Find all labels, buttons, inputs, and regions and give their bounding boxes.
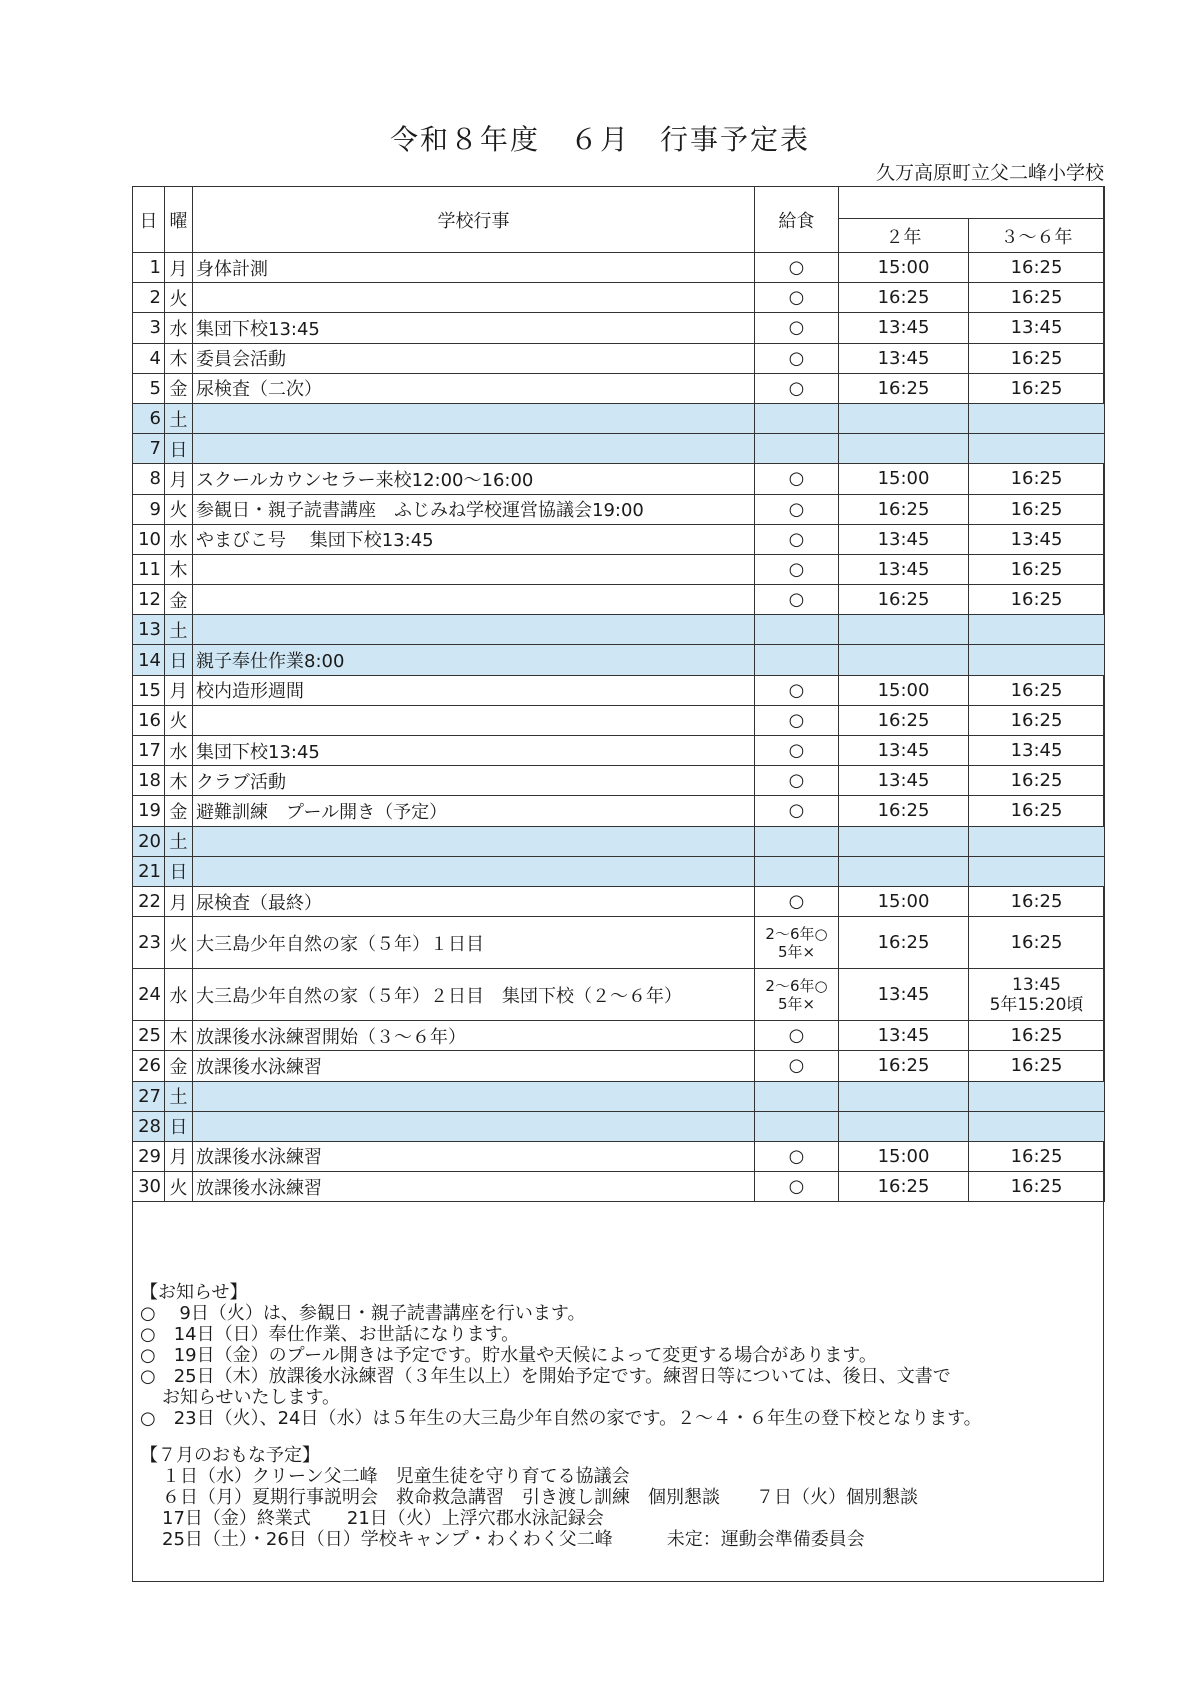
lunch-cell: ○ [755,766,839,796]
day-cell: 5 [133,373,165,403]
event-cell [193,554,755,584]
table-row [133,969,1105,1021]
grade36-time-cell: 13:45 [969,736,1105,766]
table-row [133,403,1105,433]
weekday-cell: 水 [165,969,193,1021]
event-cell: 尿検査（二次） [193,373,755,403]
grade36-time-cell: 16:25 [969,464,1105,494]
event-cell [193,615,755,645]
grade36-time-cell [969,434,1105,464]
table-row [133,253,1105,283]
day-cell: 17 [133,736,165,766]
lunch-cell: ○ [755,1141,839,1171]
day-cell: 9 [133,494,165,524]
table-row [133,645,1105,675]
day-cell: 3 [133,313,165,343]
event-cell: 大三島少年自然の家（５年）１日目 [193,917,755,969]
day-cell: 30 [133,1172,165,1202]
weekday-cell: 火 [165,494,193,524]
weekday-cell: 金 [165,1051,193,1081]
grade36-time-cell: 16:25 [969,886,1105,916]
grade36-time-cell [969,826,1105,856]
table-row [133,585,1105,615]
lunch-line: 5年× [777,942,816,961]
grade2-time-cell: 15:00 [839,675,969,705]
day-cell: 13 [133,615,165,645]
grade2-time-cell [839,434,969,464]
day-cell: 21 [133,856,165,886]
grade2-time-cell: 15:00 [839,464,969,494]
day-cell: 15 [133,675,165,705]
schedule-table [132,186,1105,1202]
table-row [133,1051,1105,1081]
lunch-cell [755,403,839,433]
table-row [133,1081,1105,1111]
lunch-cell: ○ [755,585,839,615]
july-item: １日（水）クリーン父二峰 児童生徒を守り育てる協議会 [162,1466,630,1487]
grade36-time-cell: 16:25 [969,554,1105,584]
lunch-cell [755,917,839,969]
grade2-time-cell: 13:45 [839,524,969,554]
weekday-cell: 火 [165,1172,193,1202]
lunch-cell: ○ [755,373,839,403]
grade2-time-cell: 13:45 [839,969,969,1021]
day-cell: 6 [133,403,165,433]
day-cell: 4 [133,343,165,373]
weekday-cell: 月 [165,675,193,705]
weekday-cell: 木 [165,343,193,373]
table-row [133,343,1105,373]
weekday-cell: 月 [165,253,193,283]
event-cell [193,283,755,313]
table-row [133,373,1105,403]
grade2-time-cell [839,826,969,856]
grade2-time-cell [839,403,969,433]
grade36-time-cell: 16:25 [969,373,1105,403]
lunch-cell: ○ [755,283,839,313]
event-cell: 集団下校13:45 [193,313,755,343]
event-cell [193,403,755,433]
grade36-time-cell: 16:25 [969,705,1105,735]
weekday-cell: 日 [165,645,193,675]
grade2-time-cell: 13:45 [839,313,969,343]
weekday-cell: 月 [165,1141,193,1171]
table-row [133,917,1105,969]
table-row [133,675,1105,705]
lunch-cell: ○ [755,886,839,916]
grade2-time-cell: 13:45 [839,766,969,796]
grade36-time-cell [969,969,1105,1021]
notice-item: ○ 14日（日）奉仕作業、お世話になります。 [140,1324,520,1345]
table-row [133,1141,1105,1171]
lunch-cell: ○ [755,1051,839,1081]
day-cell: 23 [133,917,165,969]
header-events: 学校行事 [193,187,755,253]
grade36-time-cell: 16:25 [969,796,1105,826]
day-cell: 24 [133,969,165,1021]
grade2-time-cell: 16:25 [839,705,969,735]
day-cell: 27 [133,1081,165,1111]
weekday-cell: 水 [165,736,193,766]
time-line: 5年15:20頃 [989,994,1084,1015]
lunch-cell [755,1111,839,1141]
weekday-cell: 日 [165,1111,193,1141]
weekday-cell: 土 [165,826,193,856]
event-cell [193,1111,755,1141]
header-grade36: ３～６年 [969,219,1105,253]
notes-section [140,1282,982,1550]
weekday-cell: 金 [165,585,193,615]
grade36-time-cell [969,615,1105,645]
weekday-cell: 土 [165,403,193,433]
weekday-cell: 日 [165,434,193,464]
weekday-cell: 土 [165,615,193,645]
school-name: 久万高原町立父二峰小学校 [875,162,1104,184]
weekday-cell: 金 [165,796,193,826]
day-cell: 22 [133,886,165,916]
lunch-cell: ○ [755,736,839,766]
weekday-cell: 水 [165,313,193,343]
lunch-line: 2～6年○ [765,924,828,943]
grade2-time-cell [839,645,969,675]
july-item: ６日（月）夏期行事説明会 救命救急講習 引き渡し訓練 個別懇談 ７日（火）個別懇談 [162,1487,918,1508]
grade2-time-cell: 16:25 [839,1051,969,1081]
lunch-cell: ○ [755,1172,839,1202]
day-cell: 28 [133,1111,165,1141]
notice-item: お知らせいたします。 [162,1387,341,1408]
grade36-time-cell: 16:25 [969,585,1105,615]
weekday-cell: 金 [165,373,193,403]
event-cell: 校内造形週間 [193,675,755,705]
weekday-cell: 月 [165,886,193,916]
weekday-cell: 水 [165,524,193,554]
event-cell [193,826,755,856]
event-cell: やまびこ号 集団下校13:45 [193,524,755,554]
day-cell: 1 [133,253,165,283]
grade36-time-cell: 13:45 [969,524,1105,554]
table-row [133,615,1105,645]
header-weekday: 曜 [165,187,193,253]
grade36-time-cell: 16:25 [969,766,1105,796]
july-item: 17日（金）終業式 21日（火）上浮穴郡水泳記録会 [162,1508,604,1529]
july-heading: 【７月のおもな予定】 [140,1445,320,1466]
day-cell: 18 [133,766,165,796]
day-cell: 2 [133,283,165,313]
time-line: 13:45 [1012,974,1061,995]
event-cell: 参観日・親子読書講座 ふじみね学校運営協議会19:00 [193,494,755,524]
weekday-cell: 月 [165,464,193,494]
grade2-time-cell: 13:45 [839,1021,969,1051]
table-row [133,1111,1105,1141]
grade2-time-cell: 13:45 [839,554,969,584]
grade36-time-cell [969,1111,1105,1141]
day-cell: 20 [133,826,165,856]
grade2-time-cell [839,1081,969,1111]
lunch-cell [755,434,839,464]
lunch-cell: ○ [755,464,839,494]
header-grade2: ２年 [839,219,969,253]
grade2-time-cell: 16:25 [839,494,969,524]
grade2-time-cell: 16:25 [839,585,969,615]
table-row [133,524,1105,554]
day-cell: 19 [133,796,165,826]
table-row [133,283,1105,313]
event-cell: 大三島少年自然の家（５年）２日目 集団下校（２～６年） [193,969,755,1021]
grade36-time-cell: 16:25 [969,917,1105,969]
table-row [133,313,1105,343]
day-cell: 8 [133,464,165,494]
grade36-time-cell [969,1081,1105,1111]
weekday-cell: 木 [165,766,193,796]
page-title: 令和８年度 ６月 行事予定表 [389,123,810,156]
grade2-time-cell [839,856,969,886]
grade2-time-cell: 16:25 [839,283,969,313]
table-row [133,464,1105,494]
lunch-cell [755,826,839,856]
grade2-time-cell [839,1111,969,1141]
grade36-time-cell: 16:25 [969,675,1105,705]
event-cell: 身体計測 [193,253,755,283]
weekday-cell: 木 [165,554,193,584]
grade2-time-cell: 16:25 [839,1172,969,1202]
notice-item: ○ 23日（火）、24日（水）は５年生の大三島少年自然の家です。２～４・６年生の登下校となります。 [140,1408,982,1429]
lunch-cell: ○ [755,796,839,826]
event-cell: クラブ活動 [193,766,755,796]
event-cell: 放課後水泳練習 [193,1172,755,1202]
event-cell: 尿検査（最終） [193,886,755,916]
grade2-time-cell: 15:00 [839,1141,969,1171]
grade36-time-cell: 13:45 [969,313,1105,343]
notice-item: ○ 19日（金）のプール開きは予定です。貯水量や天候によって変更する場合があります。 [140,1345,877,1366]
weekday-cell: 木 [165,1021,193,1051]
lunch-cell: ○ [755,1021,839,1051]
weekday-cell: 火 [165,917,193,969]
notice-item: ○ 25日（木）放課後水泳練習（３年生以上）を開始予定です。練習日等については、後日、文書で [140,1366,951,1387]
grade36-time-cell: 16:25 [969,1172,1105,1202]
header-lunch: 給食 [755,187,839,253]
weekday-cell: 土 [165,1081,193,1111]
event-cell [193,585,755,615]
event-cell: 放課後水泳練習開始（３～６年） [193,1021,755,1051]
lunch-cell: ○ [755,524,839,554]
event-cell: スクールカウンセラー来校12:00～16:00 [193,464,755,494]
weekday-cell: 火 [165,283,193,313]
header-dismissal [839,187,1105,219]
day-cell: 26 [133,1051,165,1081]
grade36-time-cell: 16:25 [969,494,1105,524]
grade2-time-cell: 15:00 [839,253,969,283]
header-day: 日 [133,187,165,253]
event-cell: 放課後水泳練習 [193,1141,755,1171]
notices-heading: 【お知らせ】 [140,1282,248,1303]
event-cell: 親子奉仕作業8:00 [193,645,755,675]
day-cell: 12 [133,585,165,615]
lunch-cell: ○ [755,343,839,373]
lunch-cell: ○ [755,313,839,343]
grade2-time-cell: 16:25 [839,796,969,826]
grade2-time-cell: 13:45 [839,343,969,373]
lunch-cell [755,969,839,1021]
table-row [133,886,1105,916]
weekday-cell: 火 [165,705,193,735]
lunch-line: 2～6年○ [765,976,828,995]
lunch-cell [755,856,839,886]
lunch-cell: ○ [755,554,839,584]
grade36-time-cell: 16:25 [969,1141,1105,1171]
day-cell: 11 [133,554,165,584]
grade2-time-cell: 15:00 [839,886,969,916]
event-cell: 避難訓練 プール開き（予定） [193,796,755,826]
day-cell: 29 [133,1141,165,1171]
lunch-cell: ○ [755,705,839,735]
event-cell: 委員会活動 [193,343,755,373]
grade36-time-cell: 16:25 [969,1051,1105,1081]
event-cell [193,705,755,735]
grade36-time-cell: 16:25 [969,1021,1105,1051]
table-row [133,494,1105,524]
table-row [133,736,1105,766]
table-row [133,856,1105,886]
grade36-time-cell [969,645,1105,675]
table-row [133,766,1105,796]
grade2-time-cell: 16:25 [839,373,969,403]
table-row [133,554,1105,584]
grade36-time-cell [969,856,1105,886]
grade36-time-cell: 16:25 [969,253,1105,283]
event-cell [193,434,755,464]
grade2-time-cell: 16:25 [839,917,969,969]
grade2-time-cell [839,615,969,645]
notice-item: ○ 9日（火）は、参観日・親子読書講座を行います。 [140,1303,586,1324]
grade2-time-cell: 13:45 [839,736,969,766]
day-cell: 16 [133,705,165,735]
table-row [133,796,1105,826]
grade36-time-cell: 16:25 [969,283,1105,313]
table-row [133,1021,1105,1051]
table-row [133,826,1105,856]
lunch-cell: ○ [755,675,839,705]
july-item: 25日（土）・26日（日）学校キャンプ・わくわく父二峰 未定：運動会準備委員会 [162,1529,865,1550]
grade36-time-cell: 16:25 [969,343,1105,373]
lunch-cell: ○ [755,253,839,283]
event-cell [193,1081,755,1111]
table-row [133,434,1105,464]
lunch-line: 5年× [777,994,816,1013]
table-row [133,705,1105,735]
day-cell: 10 [133,524,165,554]
event-cell: 放課後水泳練習 [193,1051,755,1081]
lunch-cell [755,1081,839,1111]
day-cell: 14 [133,645,165,675]
lunch-cell: ○ [755,494,839,524]
weekday-cell: 日 [165,856,193,886]
lunch-cell [755,615,839,645]
day-cell: 7 [133,434,165,464]
day-cell: 25 [133,1021,165,1051]
event-cell: 集団下校13:45 [193,736,755,766]
grade36-time-cell [969,403,1105,433]
lunch-cell [755,645,839,675]
event-cell [193,856,755,886]
table-row [133,1172,1105,1202]
